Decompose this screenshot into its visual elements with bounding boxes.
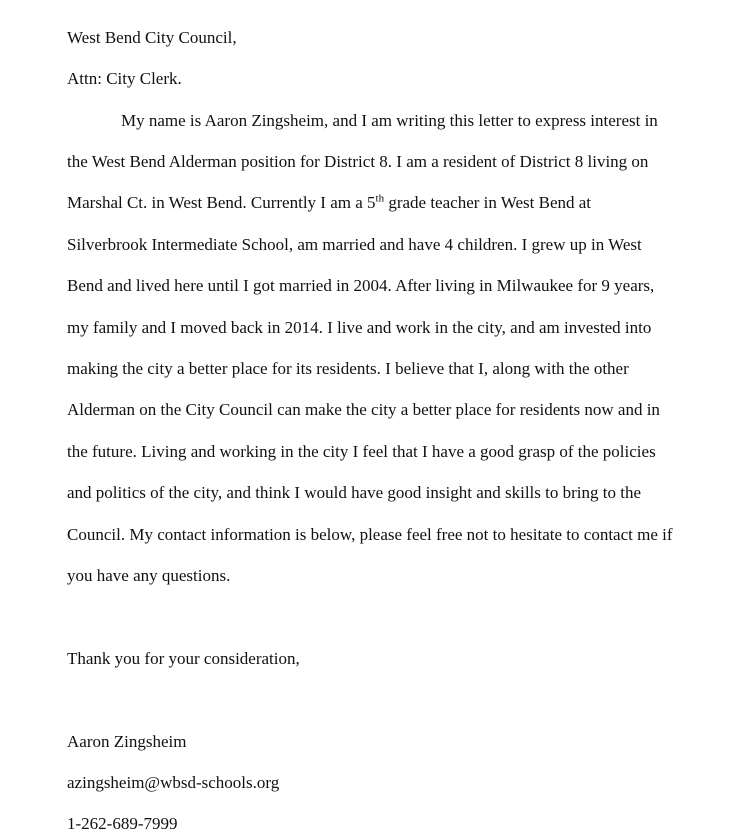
ordinal-suffix: th (375, 192, 385, 205)
body-line-8: Alderman on the City Council can make the city a better place for residents now and in (67, 400, 660, 419)
signature-name: Aaron Zingsheim (67, 732, 187, 751)
body-line-3 (67, 193, 591, 213)
signature-phone: 1-262-689-7999 (67, 814, 178, 833)
body-line-9: the future. Living and working in the city I feel that I have a good grasp of the policies (67, 442, 656, 461)
closing: Thank you for your consideration, (67, 649, 300, 668)
body-line-10: and politics of the city, and think I would have good insight and skills to bring to the (67, 483, 641, 502)
body-line-3-end: grade teacher in West Bend at (384, 193, 592, 212)
attention-line: Attn: City Clerk. (67, 69, 182, 88)
body-line-12: you have any questions. (67, 566, 231, 585)
body-line-1: My name is Aaron Zingsheim, and I am writing this letter to express interest in (121, 111, 658, 130)
body-line-11: Council. My contact information is below, please feel free not to hesitate to contact me if (67, 525, 673, 544)
body-line-7: making the city a better place for its residents. I believe that I, along with the other (67, 359, 629, 378)
signature-email: azingsheim@wbsd-schools.org (67, 773, 280, 792)
salutation: West Bend City Council, (67, 28, 237, 47)
body-line-3-start: Marshal Ct. in West Bend. Currently I am a 5 (67, 193, 376, 212)
body-line-5: Bend and lived here until I got married in 2004. After living in Milwaukee for 9 years, (67, 276, 655, 295)
body-line-4: Silverbrook Intermediate School, am married and have 4 children. I grew up in West (67, 235, 642, 254)
body-line-2: the West Bend Alderman position for District 8. I am a resident of District 8 living on (67, 152, 649, 171)
body-line-6: my family and I moved back in 2014. I live and work in the city, and am invested into (67, 318, 652, 337)
